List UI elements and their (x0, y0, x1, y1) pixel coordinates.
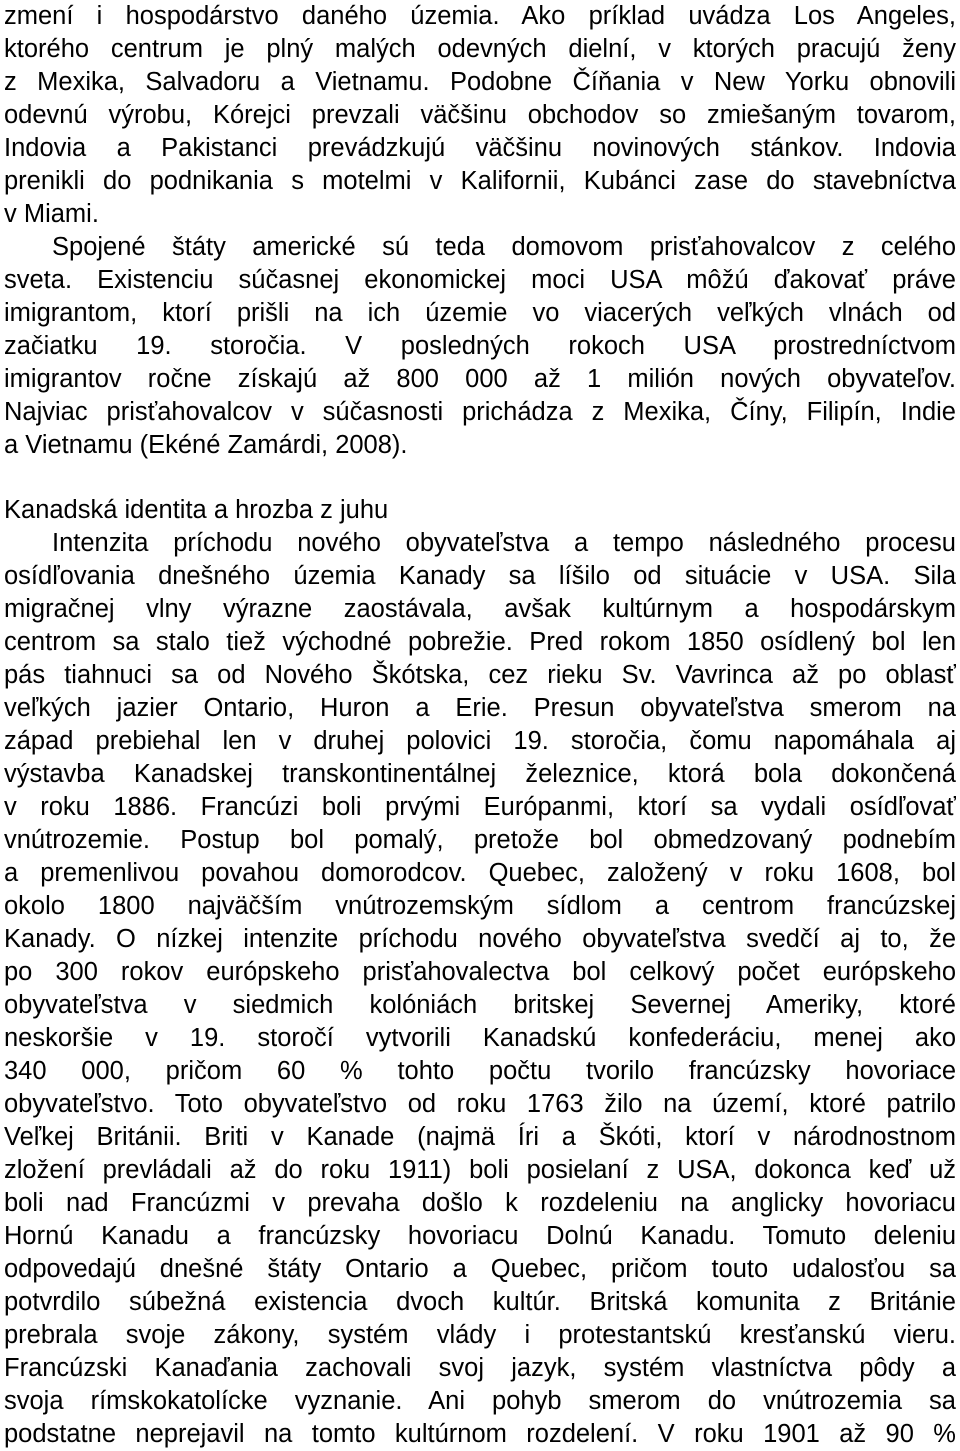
text-line: potvrdilo súbežná existencia dvoch kultúr. Britská komunita z Británie (4, 1288, 956, 1316)
text-line: osídľovania dnešného územia Kanady sa líšilo od situácie v USA. Sila (4, 562, 956, 590)
text-line: neskoršie v 19. storočí vytvorili Kanadskú konfederáciu, menej ako (4, 1024, 956, 1052)
text-line: odpovedajú dnešné štáty Ontario a Quebec, pričom touto udalosťou sa (4, 1255, 956, 1283)
text-line: obyvateľstvo. Toto obyvateľstvo od roku 1763 žilo na území, ktoré patrilo (4, 1090, 956, 1118)
text-line: prebrala svoje zákony, systém vlády i protestantskú kresťanskú vieru. (4, 1321, 956, 1349)
text-line: Hornú Kanadu a francúzsky hovoriacu Dolnú Kanadu. Tomuto deleniu (4, 1222, 956, 1250)
text-line: podstatne neprejavil na tomto kultúrnom rozdelení. V roku 1901 až 90 % (4, 1420, 956, 1448)
text-line: svoja rímskokatolícke vyznanie. Ani pohyb smerom do vnútrozemia sa (4, 1387, 956, 1415)
text-line: obyvateľstva v siedmich kolóniách britskej Severnej Ameriky, ktoré (4, 991, 956, 1019)
paragraph-immigration-usa (4, 0, 956, 462)
text-line: migračnej vlny výrazne zaostávala, avšak kultúrnym a hospodárskym (4, 595, 956, 623)
text-line: sveta. Existenciu súčasnej ekonomickej moci USA môžú ďakovať práve (4, 266, 956, 294)
paragraph-spacer (4, 462, 956, 494)
section-heading: Kanadská identita a hrozba z juhu (4, 496, 389, 524)
paragraph-canadian-identity (4, 527, 956, 1451)
text-line: veľkých jazier Ontario, Huron a Erie. Presun obyvateľstva smerom na (4, 694, 956, 722)
text-line: Francúzski Kanaďania zachovali svoj jazyk, systém vlastníctva pôdy a (4, 1354, 956, 1382)
text-line: Spojené štáty americké sú teda domovom prisťahovalcov z celého (52, 233, 956, 261)
text-line: boli nad Francúzmi v prevaha došlo k rozdeleniu na anglicky hovoriacu (4, 1189, 956, 1217)
text-line: zložení prevládali až do roku 1911) boli posielaní z USA, dokonca keď už (4, 1156, 956, 1184)
text-line: zmení i hospodárstvo daného územia. Ako príklad uvádza Los Angeles, (4, 2, 956, 30)
text-line: odevnú výrobu, Kórejci prevzali väčšinu obchodov so zmiešaným tovarom, (4, 101, 956, 129)
text-line: pás tiahnuci sa od Nového Škótska, cez rieku Sv. Vavrinca až po oblasť (4, 661, 956, 689)
text-line: Intenzita príchodu nového obyvateľstva a tempo následného procesu (52, 529, 956, 557)
text-line: ktorého centrum je plný malých odevných dielní, v ktorých pracujú ženy (4, 35, 956, 63)
text-line: imigrantom, ktorí prišli na ich územie vo viacerých veľkých vlnách od (4, 299, 956, 327)
text-line: z Mexika, Salvadoru a Vietnamu. Podobne Číňania v New Yorku obnovili (4, 68, 956, 96)
text-line: začiatku 19. storočia. V posledných rokoch USA prostredníctvom (4, 332, 956, 360)
text-line: v Miami. (4, 200, 99, 228)
text-line: výstavba Kanadskej transkontinentálnej železnice, ktorá bola dokončená (4, 760, 956, 788)
text-line: 340 000, pričom 60 % tohto počtu tvorilo francúzsky hovoriace (4, 1057, 956, 1085)
text-line: prenikli do podnikania s motelmi v Kalifornii, Kubánci zase do stavebníctva (4, 167, 956, 195)
text-line: imigrantov ročne získajú až 800 000 až 1 milión nových obyvateľov. (4, 365, 956, 393)
text-line: vnútrozemie. Postup bol pomalý, pretože bol obmedzovaný podnebím (4, 826, 956, 854)
text-line: po 300 rokov európskeho prisťahovalectva bol celkový počet európskeho (4, 958, 956, 986)
text-line: a Vietnamu (Ekéné Zamárdi, 2008). (4, 431, 408, 459)
text-line: centrom sa stalo tiež východné pobrežie. Pred rokom 1850 osídlený bol len (4, 628, 956, 656)
text-line: Veľkej Británii. Briti v Kanade (najmä Íri a Škóti, ktorí v národnostnom (4, 1123, 956, 1151)
text-line: Kanady. O nízkej intenzite príchodu nového obyvateľstva svedčí aj to, že (4, 925, 956, 953)
document-page (4, 0, 956, 1451)
text-line: okolo 1800 najväčším vnútrozemským sídlom a centrom francúzskej (4, 892, 956, 920)
text-line: a premenlivou povahou domorodcov. Quebec, založený v roku 1608, bol (4, 859, 956, 887)
text-line: západ prebiehal len v druhej polovici 19. storočia, čomu napomáhala aj (4, 727, 956, 755)
text-line: v roku 1886. Francúzi boli prvými Európanmi, ktorí sa vydali osídľovať (4, 793, 956, 821)
text-line: Najviac prisťahovalcov v súčasnosti prichádza z Mexika, Číny, Filipín, Indie (4, 398, 956, 426)
text-line: Indovia a Pakistanci prevádzkujú väčšinu novinových stánkov. Indovia (4, 134, 956, 162)
